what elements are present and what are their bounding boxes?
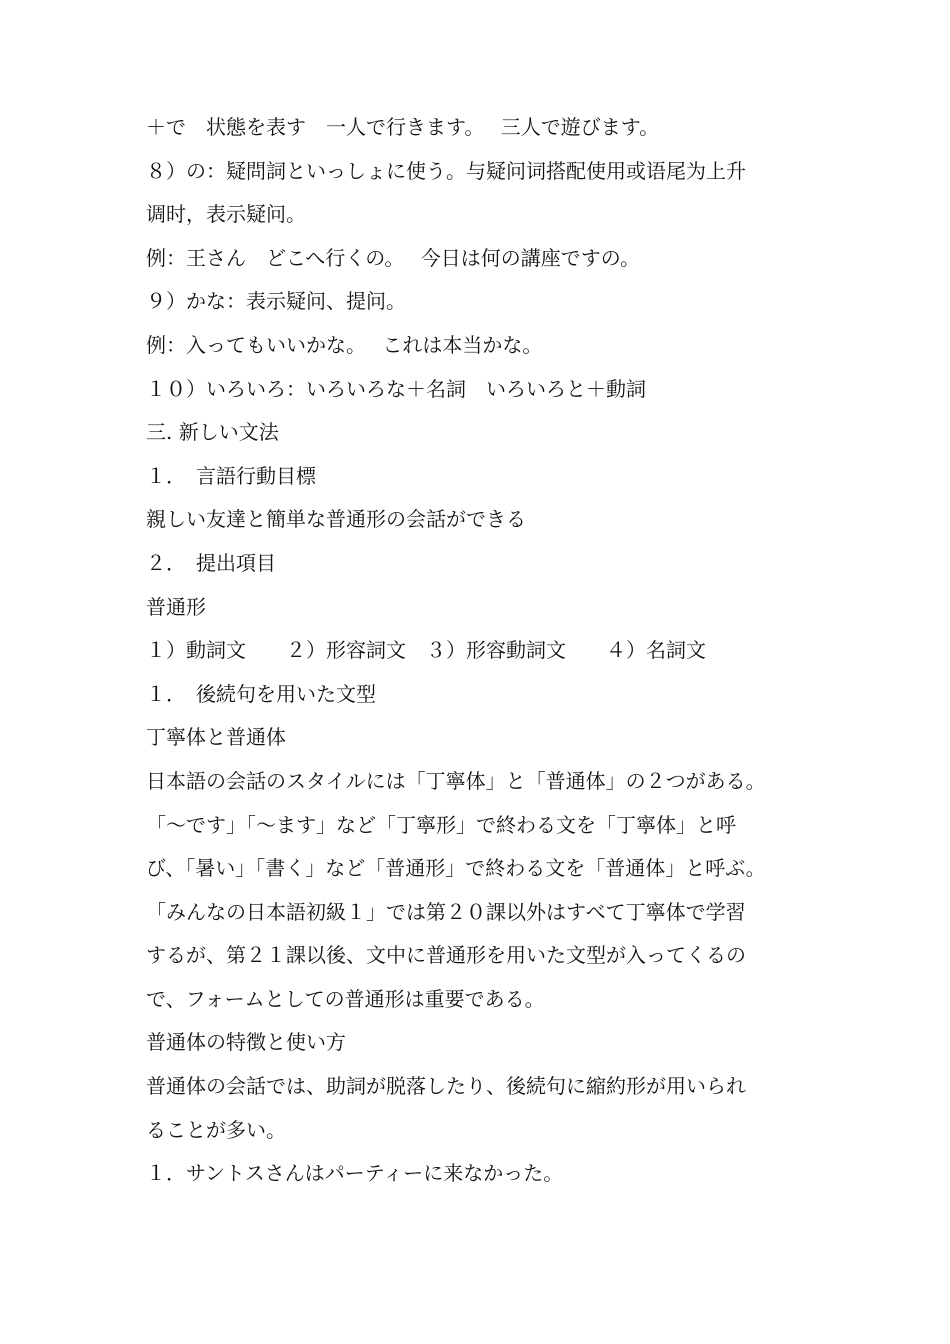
- text-line: 丁寧体と普通体: [146, 725, 286, 750]
- text-line: ＋で 状態を表す 一人で行きます。 三人で遊びます。: [146, 115, 660, 139]
- text-line: び、「暑い」「書く」など「普通形」で終わる文を「普通体」と呼ぶ。: [146, 856, 766, 881]
- text-line: １）動詞文 ２）形容詞文 ３）形容動詞文 ４）名詞文: [146, 638, 706, 663]
- text-line: で、フォームとしての普通形は重要である。: [146, 986, 545, 1011]
- section-heading: 三. 新しい文法: [146, 420, 279, 445]
- text-line: ることが多い。: [146, 1117, 286, 1142]
- text-line: ８）の：疑問詞といっしょに使う。与疑问词搭配使用或语尾为上升: [146, 158, 746, 183]
- subsection-heading: １． 後続句を用いた文型: [146, 681, 376, 706]
- text-line: 「～です」「～ます」など「丁寧形」で終わる文を「丁寧体」と呼: [146, 812, 736, 837]
- text-line: 日本語の会話のスタイルには「丁寧体」と「普通体」の２つがある。: [146, 768, 766, 793]
- text-line: １０）いろいろ：いろいろな＋名詞 いろいろと＋動詞: [146, 376, 646, 401]
- text-line: 例：王さん どこへ行くの。 今日は何の講座ですの。: [146, 245, 640, 270]
- text-line: 例：入ってもいいかな。 これは本当かな。: [146, 332, 543, 357]
- text-line: 「みんなの日本語初級１」では第２０課以外はすべて丁寧体で学習: [146, 899, 746, 924]
- text-line: ９）かな：表示疑问、提问。: [146, 289, 406, 314]
- text-line: するが、第２１課以後、文中に普通形を用いた文型が入ってくるの: [146, 943, 746, 968]
- text-line: 親しい友達と簡単な普通形の会話ができる: [146, 507, 526, 532]
- document-body: [146, 110, 826, 1200]
- subsection-heading: １． 言語行動目標: [146, 463, 316, 488]
- subsection-heading: ２． 提出項目: [146, 550, 276, 575]
- text-line: 调时，表示疑问。: [146, 202, 306, 227]
- text-line: 普通体の会話では、助詞が脱落したり、後続句に縮約形が用いられ: [146, 1074, 746, 1099]
- text-line: 普通形: [146, 594, 206, 619]
- text-line: 普通体の特徴と使い方: [146, 1030, 346, 1055]
- text-line: １．サントスさんはパーティーに来なかった。: [146, 1161, 564, 1186]
